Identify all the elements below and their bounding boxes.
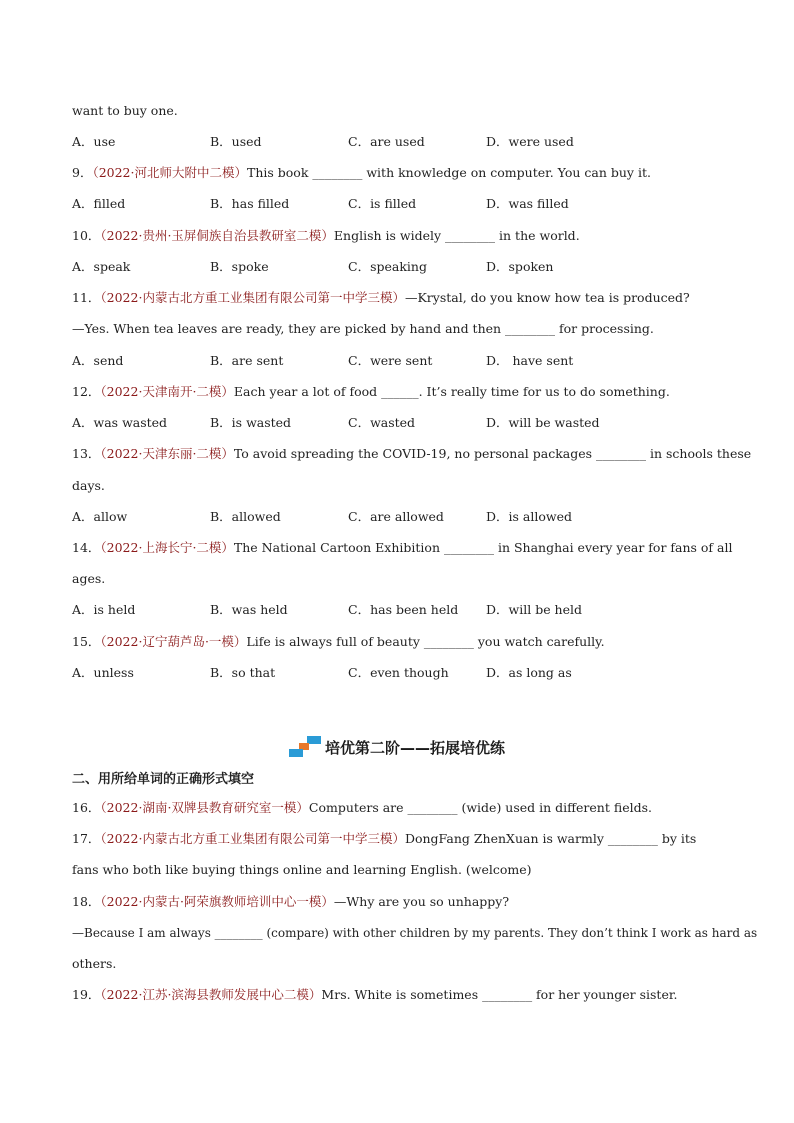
q10-option-a: A．speak bbox=[72, 259, 131, 274]
q9-stem bbox=[72, 165, 651, 181]
q15-option-c: C．even though bbox=[348, 665, 449, 680]
q9-number: 9． bbox=[72, 165, 93, 180]
q16-source: （2022·湖南·双牌县教育研究室一模） bbox=[100, 800, 309, 815]
q18-source: （2022·内蒙古·阿荣旗教师培训中心一模） bbox=[100, 894, 334, 909]
q15-option-d: D．as long as bbox=[486, 665, 572, 680]
section-logo-icon bbox=[289, 736, 323, 758]
q12-option-c: C．wasted bbox=[348, 415, 416, 430]
q11-option-c: C．were sent bbox=[348, 353, 433, 368]
q10-source: （2022·贵州·玉屏侗族自治县教研室二模） bbox=[100, 228, 334, 243]
q13-stem bbox=[72, 446, 751, 462]
q8-continuation: want to buy one. bbox=[72, 103, 178, 118]
q9-source: （2022·河北师大附中二模） bbox=[92, 165, 247, 180]
q15-stem bbox=[72, 634, 605, 650]
q15-text: Life is always full of beauty ________ you watch carefully. bbox=[246, 634, 605, 649]
q11-text: —Krystal, do you know how tea is produced? bbox=[404, 290, 690, 305]
q12-option-d: D．will be wasted bbox=[486, 415, 600, 430]
q13-number: 13． bbox=[72, 446, 101, 461]
q9-option-d: D．was filled bbox=[486, 196, 569, 211]
q11-stem bbox=[72, 290, 690, 306]
q14-stem bbox=[72, 540, 732, 556]
q13-option-b: B．allowed bbox=[210, 509, 281, 524]
q15-option-b: B．so that bbox=[210, 665, 276, 680]
q16-number: 16． bbox=[72, 800, 101, 815]
q13-text: To avoid spreading the COVID-19, no personal packages ________ in schools these bbox=[233, 446, 752, 461]
q10-number: 10． bbox=[72, 228, 101, 243]
q16-text: Computers are ________ (wide) used in different fields. bbox=[308, 800, 652, 815]
q18-stem bbox=[72, 894, 509, 910]
q12-stem bbox=[72, 384, 670, 400]
q8-option-c: C．are used bbox=[348, 134, 425, 149]
q9-option-b: B．has filled bbox=[210, 196, 290, 211]
q18-text: —Why are you so unhappy? bbox=[333, 894, 510, 909]
q16-stem bbox=[72, 800, 652, 816]
q14-stem-line2: ages. bbox=[72, 571, 106, 586]
q12-source: （2022·天津南开·二模） bbox=[100, 384, 234, 399]
q14-text: The National Cartoon Exhibition ________ in Shanghai every year for fans of all bbox=[233, 540, 733, 555]
q19-number: 19． bbox=[72, 987, 101, 1002]
q14-option-a: A．is held bbox=[72, 602, 136, 617]
q8-option-b: B．used bbox=[210, 134, 262, 149]
q14-option-c: C．has been held bbox=[348, 602, 459, 617]
q18-stem-line3: others. bbox=[72, 956, 117, 971]
q12-option-a: A．was wasted bbox=[72, 415, 168, 430]
q13-source: （2022·天津东丽·二模） bbox=[100, 446, 234, 461]
section-title-text: 培优第二阶——拓展培优练 bbox=[324, 739, 505, 757]
q15-number: 15． bbox=[72, 634, 101, 649]
q11-option-d: D． have sent bbox=[486, 353, 574, 368]
q10-text: English is widely ________ in the world. bbox=[333, 228, 580, 243]
q18-number: 18． bbox=[72, 894, 101, 909]
q17-text: DongFang ZhenXuan is warmly ________ by its bbox=[404, 831, 697, 846]
q14-option-d: D．will be held bbox=[486, 602, 583, 617]
q11-stem-line2: —Yes. When tea leaves are ready, they are picked by hand and then ________ for processing. bbox=[72, 321, 654, 336]
q15-source: （2022·辽宁葫芦岛·一模） bbox=[100, 634, 247, 649]
q12-text: Each year a lot of food ______. It’s really time for us to do something. bbox=[233, 384, 670, 399]
q8-option-a: A．use bbox=[72, 134, 116, 149]
q17-stem bbox=[72, 831, 696, 847]
q19-stem bbox=[72, 987, 677, 1003]
q19-source: （2022·江苏·滨海县教师发展中心二模） bbox=[100, 987, 322, 1002]
q17-number: 17． bbox=[72, 831, 101, 846]
q14-number: 14． bbox=[72, 540, 101, 555]
q12-number: 12． bbox=[72, 384, 101, 399]
q10-stem bbox=[72, 228, 580, 244]
q18-stem-line2: —Because I am always ________ (compare) with other children by my parents. They don’t think I work as hard as bbox=[72, 926, 758, 940]
q13-option-d: D．is allowed bbox=[486, 509, 572, 524]
q11-number: 11． bbox=[72, 290, 101, 305]
q17-stem-line2: fans who both like buying things online and learning English. (welcome) bbox=[72, 862, 532, 877]
q10-option-b: B．spoke bbox=[210, 259, 269, 274]
q10-option-d: D．spoken bbox=[486, 259, 554, 274]
part-two-heading: 二、用所给单词的正确形式填空 bbox=[72, 772, 255, 787]
q11-source: （2022·内蒙古北方重工业集团有限公司第一中学三模） bbox=[100, 290, 405, 305]
q9-text: This book ________ with knowledge on computer. You can buy it. bbox=[247, 165, 651, 180]
q13-stem-line2: days. bbox=[72, 478, 105, 493]
q14-option-b: B．was held bbox=[210, 602, 288, 617]
q19-text: Mrs. White is sometimes ________ for her younger sister. bbox=[321, 987, 678, 1002]
q13-option-c: C．are allowed bbox=[348, 509, 444, 524]
section-title bbox=[0, 736, 794, 758]
q9-option-c: C．is filled bbox=[348, 196, 417, 211]
q15-option-a: A．unless bbox=[72, 665, 134, 680]
q13-option-a: A．allow bbox=[72, 509, 128, 524]
q12-option-b: B．is wasted bbox=[210, 415, 292, 430]
q11-option-b: B．are sent bbox=[210, 353, 284, 368]
q14-source: （2022·上海长宁·二模） bbox=[100, 540, 234, 555]
q11-option-a: A．send bbox=[72, 353, 124, 368]
q10-option-c: C．speaking bbox=[348, 259, 427, 274]
q9-option-a: A．filled bbox=[72, 196, 126, 211]
q8-option-d: D．were used bbox=[486, 134, 574, 149]
q17-source: （2022·内蒙古北方重工业集团有限公司第一中学三模） bbox=[100, 831, 405, 846]
